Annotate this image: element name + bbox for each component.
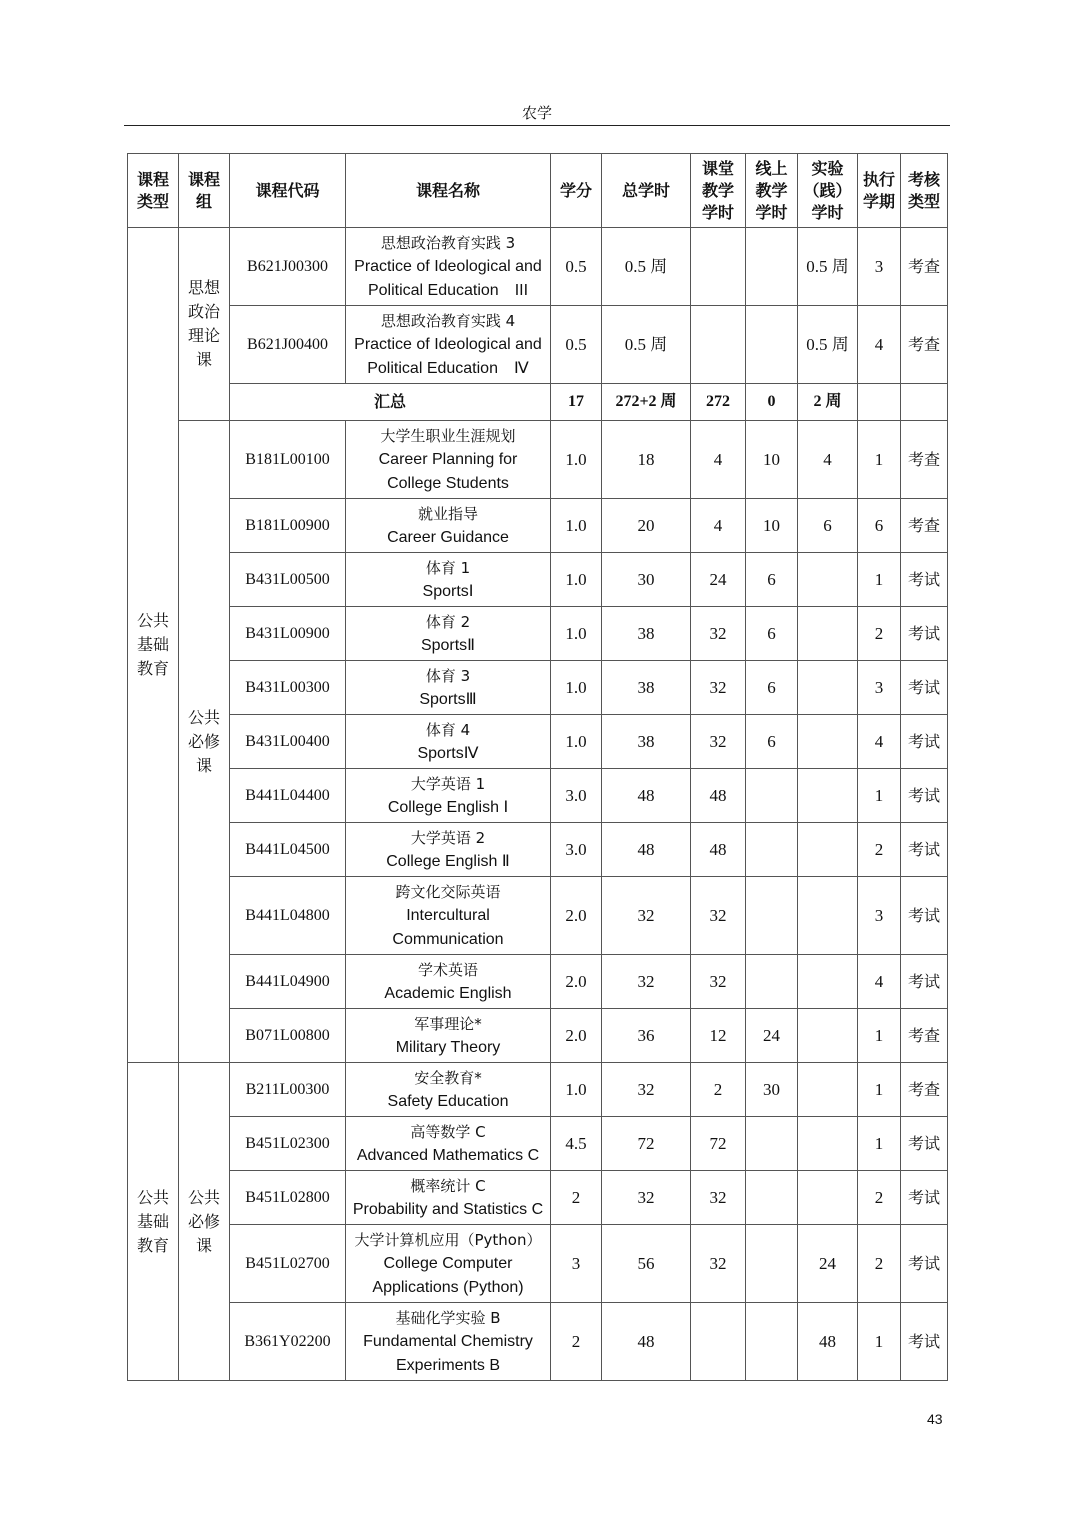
course-name-en: Career Guidance [387,528,509,546]
table-row [128,1303,948,1381]
credit-cell: 1.0 [551,715,602,769]
course-name-en: Practice of Ideological and [354,335,542,353]
term-cell: 4 [858,715,901,769]
page-number: 43 [927,1411,943,1427]
exam-type-cell: 考查 [901,228,948,306]
course-name-cn: 体育 1 [425,558,471,577]
course-name-cn: 体育 4 [425,720,471,739]
table-row [128,955,948,1009]
online-hours-cell: 6 [746,715,798,769]
exam-type-cell: 考查 [901,1009,948,1063]
course-code: B211L00300 [230,1063,346,1117]
course-code: B181L00100 [230,421,346,499]
online-hours-cell [746,1117,798,1171]
course-name [346,306,551,384]
course-code: B451L02700 [230,1225,346,1303]
credit-cell: 2.0 [551,955,602,1009]
online-hours-cell: 24 [746,1009,798,1063]
total-hours-cell: 30 [602,553,691,607]
course-code: B431L00400 [230,715,346,769]
course-code: B621J00400 [230,306,346,384]
practice-hours-cell [798,1009,858,1063]
credit-cell: 1.0 [551,661,602,715]
classroom-hours-cell [691,306,746,384]
practice-hours-cell [798,823,858,877]
online-hours-cell [746,228,798,306]
credit-cell: 2 [551,1171,602,1225]
header-course-code: 课程代码 [230,154,346,228]
term-cell: 2 [858,1171,901,1225]
course-name-cn: 基础化学实验 B [395,1308,501,1327]
term-cell: 2 [858,607,901,661]
credit-cell: 4.5 [551,1117,602,1171]
course-code: B181L00900 [230,499,346,553]
online-hours-cell [746,1303,798,1381]
credit-cell: 2.0 [551,877,602,955]
course-name [346,553,551,607]
term-cell: 4 [858,306,901,384]
online-hours-cell: 6 [746,661,798,715]
practice-hours-cell [798,553,858,607]
summary-online: 0 [746,384,798,421]
exam-type-cell: 考试 [901,823,948,877]
course-name-cn: 高等数学 C [410,1122,486,1141]
exam-type-cell: 考试 [901,769,948,823]
table-row [128,1117,948,1171]
course-name [346,499,551,553]
course-name-en: College Computer [383,1254,513,1272]
course-name-cn: 学术英语 [417,960,478,979]
total-hours-cell: 32 [602,877,691,955]
total-hours-cell: 48 [602,1303,691,1381]
credit-cell: 2 [551,1303,602,1381]
practice-hours-cell: 0.5 周 [798,306,858,384]
practice-hours-cell: 0.5 周 [798,228,858,306]
term-cell: 1 [858,1009,901,1063]
course-name-en: Academic English [384,984,512,1002]
credit-cell: 0.5 [551,228,602,306]
exam-type-cell: 考试 [901,553,948,607]
online-hours-cell [746,877,798,955]
course-code: B441L04900 [230,955,346,1009]
summary-practice: 2 周 [798,384,858,421]
course-name-en: SportsⅠ [422,582,474,600]
course-code: B451L02800 [230,1171,346,1225]
practice-hours-cell: 24 [798,1225,858,1303]
total-hours-cell: 38 [602,715,691,769]
exam-type-cell: 考试 [901,877,948,955]
credit-cell: 0.5 [551,306,602,384]
credit-cell: 1.0 [551,499,602,553]
total-hours-cell: 18 [602,421,691,499]
practice-hours-cell [798,715,858,769]
total-hours-cell: 38 [602,661,691,715]
total-hours-cell: 32 [602,955,691,1009]
course-code: B441L04500 [230,823,346,877]
course-name [346,715,551,769]
course-code: B361Y02200 [230,1303,346,1381]
type-cell-public-basic: 公共 基础 教育 [128,228,179,1063]
course-name-cn: 大学计算机应用（Python） [354,1230,542,1249]
course-name-en: College Students [387,474,509,492]
exam-type-cell: 考试 [901,955,948,1009]
exam-type-cell: 考试 [901,1225,948,1303]
online-hours-cell: 30 [746,1063,798,1117]
exam-type-cell: 考试 [901,1117,948,1171]
course-name-en: Applications (Python) [372,1278,524,1296]
course-name [346,955,551,1009]
term-cell: 1 [858,1063,901,1117]
term-cell: 1 [858,421,901,499]
table-row [128,607,948,661]
credit-cell: 1.0 [551,421,602,499]
summary-exam [901,384,948,421]
course-name [346,1009,551,1063]
course-name [346,1225,551,1303]
practice-hours-cell: 4 [798,421,858,499]
online-hours-cell [746,1225,798,1303]
table-row [128,553,948,607]
table-row [128,1063,948,1117]
summary-credit: 17 [551,384,602,421]
type-cell-public-basic-2: 公共 基础 教育 [128,1063,179,1381]
header-credit: 学分 [551,154,602,228]
course-name-en: Communication [392,930,504,948]
course-name-cn: 思想政治教育实践 3 [380,233,516,252]
practice-hours-cell [798,955,858,1009]
course-table [127,153,948,1381]
classroom-hours-cell: 4 [691,421,746,499]
classroom-hours-cell: 2 [691,1063,746,1117]
course-name-en: Safety Education [387,1092,509,1110]
term-cell: 1 [858,769,901,823]
page-header-title: 农学 [521,104,552,122]
course-code: B441L04400 [230,769,346,823]
total-hours-cell: 48 [602,823,691,877]
course-code: B621J00300 [230,228,346,306]
exam-type-cell: 考查 [901,1063,948,1117]
course-name [346,1063,551,1117]
classroom-hours-cell: 32 [691,715,746,769]
course-name-cn: 大学生职业生涯规划 [380,426,516,445]
credit-cell: 3 [551,1225,602,1303]
classroom-hours-cell: 32 [691,661,746,715]
table-row [128,421,948,499]
term-cell: 1 [858,1117,901,1171]
course-name-en: Political Education III [367,281,529,299]
practice-hours-cell [798,661,858,715]
course-name-cn: 跨文化交际英语 [395,882,501,901]
course-name-cn: 思想政治教育实践 4 [380,311,516,330]
course-name-en: Political Education Ⅳ [367,359,529,377]
classroom-hours-cell: 48 [691,769,746,823]
credit-cell: 1.0 [551,1063,602,1117]
course-name-en: College English Ⅱ [386,852,510,870]
course-name [346,421,551,499]
course-name-en: College English Ⅰ [387,798,509,816]
table-row [128,1009,948,1063]
classroom-hours-cell: 32 [691,1171,746,1225]
total-hours-cell: 38 [602,607,691,661]
course-code: B431L00300 [230,661,346,715]
classroom-hours-cell [691,1303,746,1381]
table-row [128,769,948,823]
classroom-hours-cell: 32 [691,877,746,955]
term-cell: 4 [858,955,901,1009]
total-hours-cell: 48 [602,769,691,823]
course-code: B441L04800 [230,877,346,955]
course-name-en: Experiments B [395,1356,501,1374]
classroom-hours-cell: 4 [691,499,746,553]
course-name-cn: 就业指导 [417,504,478,523]
exam-type-cell: 考试 [901,661,948,715]
total-hours-cell: 32 [602,1063,691,1117]
summary-label: 汇总 [230,384,551,421]
classroom-hours-cell: 32 [691,1225,746,1303]
header-total-hours: 总学时 [602,154,691,228]
total-hours-cell: 0.5 周 [602,228,691,306]
credit-cell: 2.0 [551,1009,602,1063]
summary-row [128,384,948,421]
course-name [346,877,551,955]
total-hours-cell: 0.5 周 [602,306,691,384]
exam-type-cell: 考查 [901,499,948,553]
table-row [128,877,948,955]
online-hours-cell [746,306,798,384]
practice-hours-cell: 6 [798,499,858,553]
practice-hours-cell [798,607,858,661]
group-cell-ideological: 思想 政治 理论 课 [179,228,230,421]
exam-type-cell: 考试 [901,607,948,661]
term-cell: 1 [858,1303,901,1381]
course-name [346,1303,551,1381]
table-row [128,1171,948,1225]
header-divider [124,125,950,126]
course-name [346,1171,551,1225]
term-cell: 3 [858,661,901,715]
course-name-en: SportsⅡ [420,636,476,654]
table-row [128,306,948,384]
exam-type-cell: 考查 [901,421,948,499]
course-name-en: Career Planning for [378,450,518,468]
course-name-en: Fundamental Chemistry [363,1332,533,1350]
online-hours-cell: 10 [746,499,798,553]
course-name [346,769,551,823]
course-code: B431L00500 [230,553,346,607]
classroom-hours-cell: 48 [691,823,746,877]
course-name-cn: 军事理论* [414,1014,482,1033]
total-hours-cell: 20 [602,499,691,553]
term-cell: 3 [858,877,901,955]
summary-classroom: 272 [691,384,746,421]
course-name [346,1117,551,1171]
table-row [128,823,948,877]
course-name-en: Intercultural [406,906,490,924]
classroom-hours-cell: 24 [691,553,746,607]
classroom-hours-cell: 72 [691,1117,746,1171]
course-name-en: Practice of Ideological and [354,257,542,275]
practice-hours-cell [798,769,858,823]
online-hours-cell [746,823,798,877]
table-row [128,715,948,769]
total-hours-cell: 32 [602,1171,691,1225]
header-online-hours: 线上 教学 学时 [746,154,798,228]
course-name-en: Advanced Mathematics C [356,1146,540,1164]
credit-cell: 1.0 [551,553,602,607]
course-name-cn: 大学英语 2 [410,828,486,847]
practice-hours-cell [798,1117,858,1171]
term-cell: 3 [858,228,901,306]
exam-type-cell: 考试 [901,715,948,769]
header-exam-type: 考核 类型 [901,154,948,228]
credit-cell: 3.0 [551,769,602,823]
course-name-cn: 概率统计 C [410,1176,486,1195]
total-hours-cell: 36 [602,1009,691,1063]
practice-hours-cell: 48 [798,1303,858,1381]
group-cell-public-required-2: 公共 必修 课 [179,1063,230,1381]
table-row [128,1225,948,1303]
credit-cell: 3.0 [551,823,602,877]
term-cell: 2 [858,823,901,877]
summary-term [858,384,901,421]
header-practice-hours: 实验 （践） 学时 [798,154,858,228]
practice-hours-cell [798,877,858,955]
exam-type-cell: 考试 [901,1303,948,1381]
course-name-cn: 体育 3 [425,666,471,685]
term-cell: 6 [858,499,901,553]
header-term: 执行 学期 [858,154,901,228]
credit-cell: 1.0 [551,607,602,661]
practice-hours-cell [798,1063,858,1117]
course-code: B431L00900 [230,607,346,661]
header-course-name: 课程名称 [346,154,551,228]
group-cell-public-required: 公共 必修 课 [179,421,230,1063]
course-name [346,661,551,715]
course-name-cn: 安全教育* [414,1068,482,1087]
classroom-hours-cell: 32 [691,607,746,661]
online-hours-cell: 6 [746,607,798,661]
exam-type-cell: 考查 [901,306,948,384]
online-hours-cell: 10 [746,421,798,499]
course-name [346,607,551,661]
table-row [128,499,948,553]
table-row [128,228,948,306]
course-code: B451L02300 [230,1117,346,1171]
table-row [128,661,948,715]
course-name-cn: 体育 2 [425,612,471,631]
classroom-hours-cell: 12 [691,1009,746,1063]
header-course-group: 课程 组 [179,154,230,228]
header-classroom-hours: 课堂 教学 学时 [691,154,746,228]
total-hours-cell: 56 [602,1225,691,1303]
classroom-hours-cell: 32 [691,955,746,1009]
online-hours-cell [746,955,798,1009]
online-hours-cell [746,769,798,823]
course-name-en: Military Theory [395,1038,501,1056]
online-hours-cell [746,1171,798,1225]
course-name-en: SportsⅢ [419,690,477,708]
course-name [346,823,551,877]
total-hours-cell: 72 [602,1117,691,1171]
term-cell: 1 [858,553,901,607]
course-name [346,228,551,306]
course-name-en: SportsⅣ [417,744,479,762]
exam-type-cell: 考试 [901,1171,948,1225]
online-hours-cell: 6 [746,553,798,607]
course-code: B071L00800 [230,1009,346,1063]
summary-total: 272+2 周 [602,384,691,421]
practice-hours-cell [798,1171,858,1225]
course-name-en: Probability and Statistics C [352,1200,544,1218]
header-course-type: 课程 类型 [128,154,179,228]
classroom-hours-cell [691,228,746,306]
table-header-row [128,154,948,228]
term-cell: 2 [858,1225,901,1303]
course-name-cn: 大学英语 1 [410,774,486,793]
